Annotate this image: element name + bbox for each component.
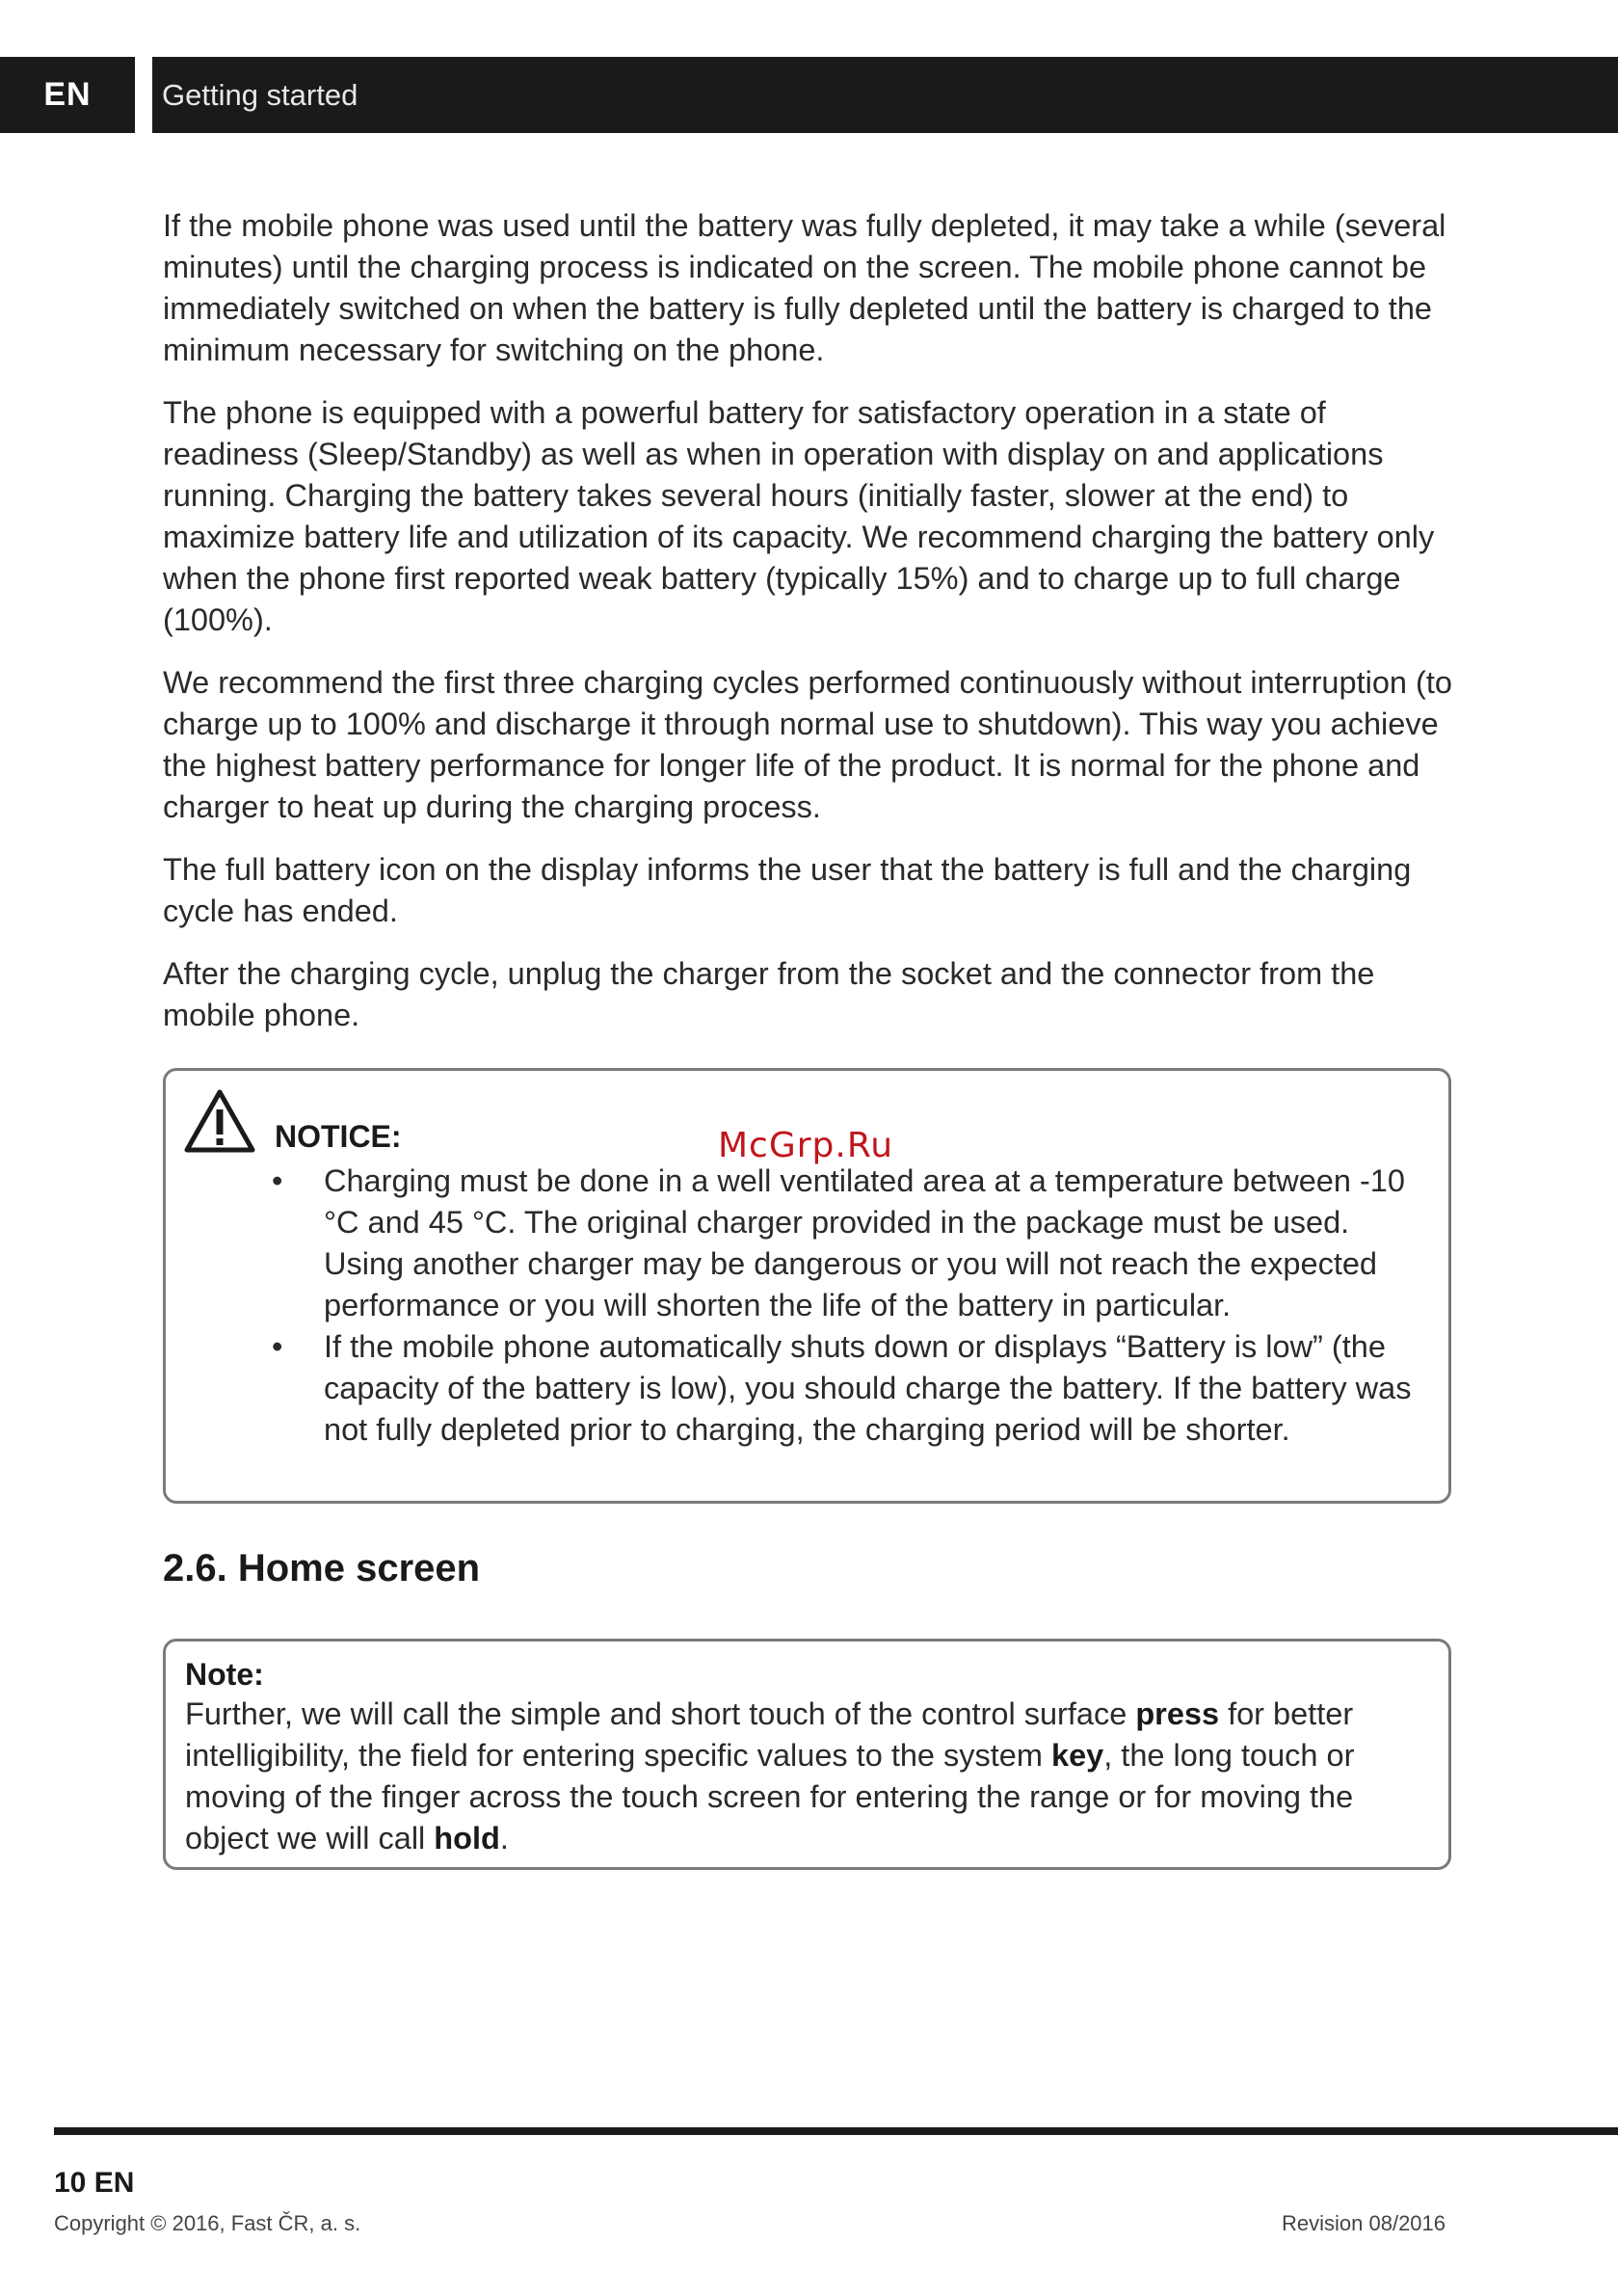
section-heading: 2.6. Home screen (163, 1547, 481, 1589)
revision: Revision 08/2016 (1282, 2211, 1446, 2235)
paragraph: The phone is equipped with a powerful battery for satisfactory operation in a state of readiness (Sleep/Standby) as well as when in operation with display on and applications running. Charging the battery takes several hours (initially faster, slower at the end) to maximize battery life and utilization of its capacity. We recommend charging the battery only when the phone first reported weak battery (typically 15%) and to charge up to full charge (100%). (163, 395, 1435, 637)
paragraph: After the charging cycle, unplug the charger from the socket and the connector from the mobile phone. (163, 956, 1375, 1032)
note-text-part: . (499, 1821, 509, 1855)
bullet: • (272, 1329, 283, 1364)
note-text-part: Further, we will call the simple and short touch of the control surface (185, 1696, 1136, 1731)
note-text-part: for better intelligibility, the field for entering specific values to the system (185, 1696, 1354, 1773)
term-key: key (1051, 1738, 1104, 1773)
notice-item (272, 1326, 1428, 1451)
note-text-part: , the long touch or moving of the finger across the touch screen for entering the range or for moving the object we will call (185, 1738, 1355, 1855)
footer-rule (54, 2127, 1618, 2135)
paragraph: If the mobile phone was used until the battery was fully depleted, it may take a while (several minutes) until the charging process is indicated on the screen. The mobile phone cannot be immediately switched on when the battery is fully depleted until the battery is charged to the minimum necessary for switching on the phone. (163, 208, 1446, 367)
notice-item-text: Charging must be done in a well ventilated area at a temperature between -10 °C and 45 °C. The original charger provided in the package must be used. Using another charger may be dangerous or you will not reach the expected performance or you will shorten the life of the battery in particular. (324, 1163, 1405, 1322)
copyright: Copyright © 2016, Fast ČR, a. s. (54, 2211, 361, 2235)
bullet: • (272, 1163, 283, 1198)
paragraph: The full battery icon on the display informs the user that the battery is full and the charging cycle has ended. (163, 852, 1412, 928)
page-number: 10 EN (54, 2167, 135, 2199)
paragraph: We recommend the first three charging cycles performed continuously without interruption (to charge up to 100% and discharge it through normal use to shutdown). This way you achieve the highest battery performance for longer life of the product. It is normal for the phone and charger to heat up during the charging process. (163, 665, 1452, 824)
section-title: Getting started (162, 77, 358, 112)
language-label: EN (43, 76, 92, 113)
note-text (185, 1694, 1431, 1859)
notice-item (272, 1161, 1428, 1326)
term-hold: hold (434, 1821, 500, 1855)
notice-item-text: If the mobile phone automatically shuts down or displays “Battery is low” (the capacity of the battery is low), you should charge the battery. If the battery was not fully depleted prior to charging, the charging period will be shorter. (324, 1329, 1412, 1447)
notice-title: NOTICE: (275, 1119, 402, 1154)
body-content (163, 205, 1454, 1057)
warning-triangle-icon (183, 1088, 256, 1154)
header-bar (152, 57, 1618, 133)
language-tab (0, 57, 135, 133)
watermark: McGrp.Ru (718, 1126, 894, 1165)
note-title: Note: (185, 1657, 264, 1692)
note-box (163, 1639, 1451, 1870)
term-press: press (1135, 1696, 1220, 1731)
notice-list (272, 1161, 1428, 1451)
